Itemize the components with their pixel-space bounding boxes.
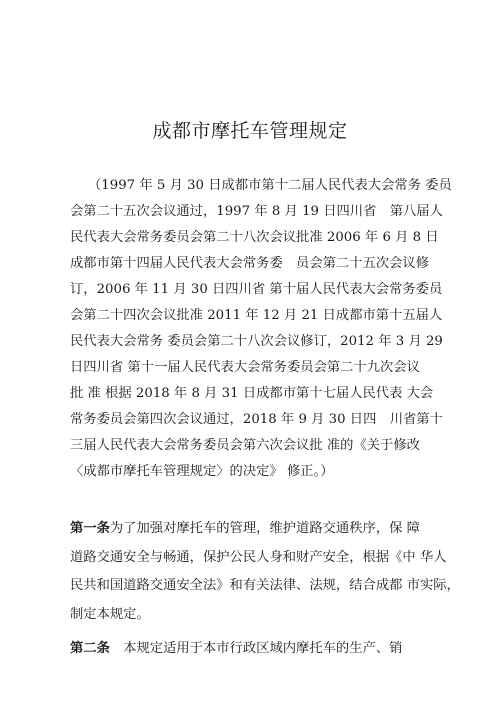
- article-1-line: 道路交通安全与畅通，保护公民人身和财产安全，根据《中 华人: [70, 549, 447, 565]
- article-2-heading: 第二条: [70, 641, 110, 656]
- preamble-line: 〈成都市摩托车管理规定〉的决定》 修正。）: [70, 464, 334, 479]
- preamble-line: 三届人民代表大会常务委员会第六次会议批 准的《关于修改: [70, 438, 420, 453]
- legislative-history-preamble: [70, 173, 452, 485]
- article-1: [70, 515, 460, 629]
- article-1-line: 制定本规定。: [70, 606, 150, 622]
- article-1-heading: 第一条: [70, 521, 110, 536]
- article-2: [70, 635, 440, 664]
- article-1-line: 民共和国道路交通安全法》和有关法律、法规，结合成都 市实际，: [70, 578, 460, 593]
- articles-section: [70, 515, 460, 664]
- preamble-line: 会第二十四次会议批准 2011 年 12 月 21 日成都市第十五届人: [70, 308, 443, 323]
- preamble-line: 日四川省 第十一届人民代表大会常务委员会第二十九次会议: [70, 360, 420, 375]
- preamble-line: 会第二十五次会议通过，1997 年 8 月 19 日四川省 第八届人: [70, 204, 443, 219]
- article-1-line: 为了加强对摩托车的管理，维护道路交通秩序，保 障: [109, 521, 420, 536]
- document-title: 成都市摩托车管理规定: [152, 120, 348, 142]
- preamble-line: 民代表大会常务 委员会第二十八次会议修订，2012 年 3 月 29: [70, 334, 443, 349]
- article-2-line: 本规定适用于本市行政区域内摩托车的生产、销: [123, 641, 403, 656]
- preamble-line: 民代表大会常务委员会第二十八次会议批准 2006 年 6 月 8 日: [70, 230, 439, 245]
- preamble-line: 成都市第十四届人民代表大会常务委 员会第二十五次会议修: [70, 256, 430, 271]
- preamble-line: 批 准 根据 2018 年 8 月 31 日成都市第十七届人民代表 大会: [70, 386, 434, 401]
- preamble-line: 订，2006 年 11 月 30 日四川省 第十届人民代表大会常务委员: [70, 282, 443, 297]
- preamble-line: （1997 年 5 月 30 日成都市第十二届人民代表大会常务 委员: [88, 178, 452, 193]
- preamble-line: 常务委员会第四次会议通过，2018 年 9 月 30 日四 川省第十: [70, 412, 443, 427]
